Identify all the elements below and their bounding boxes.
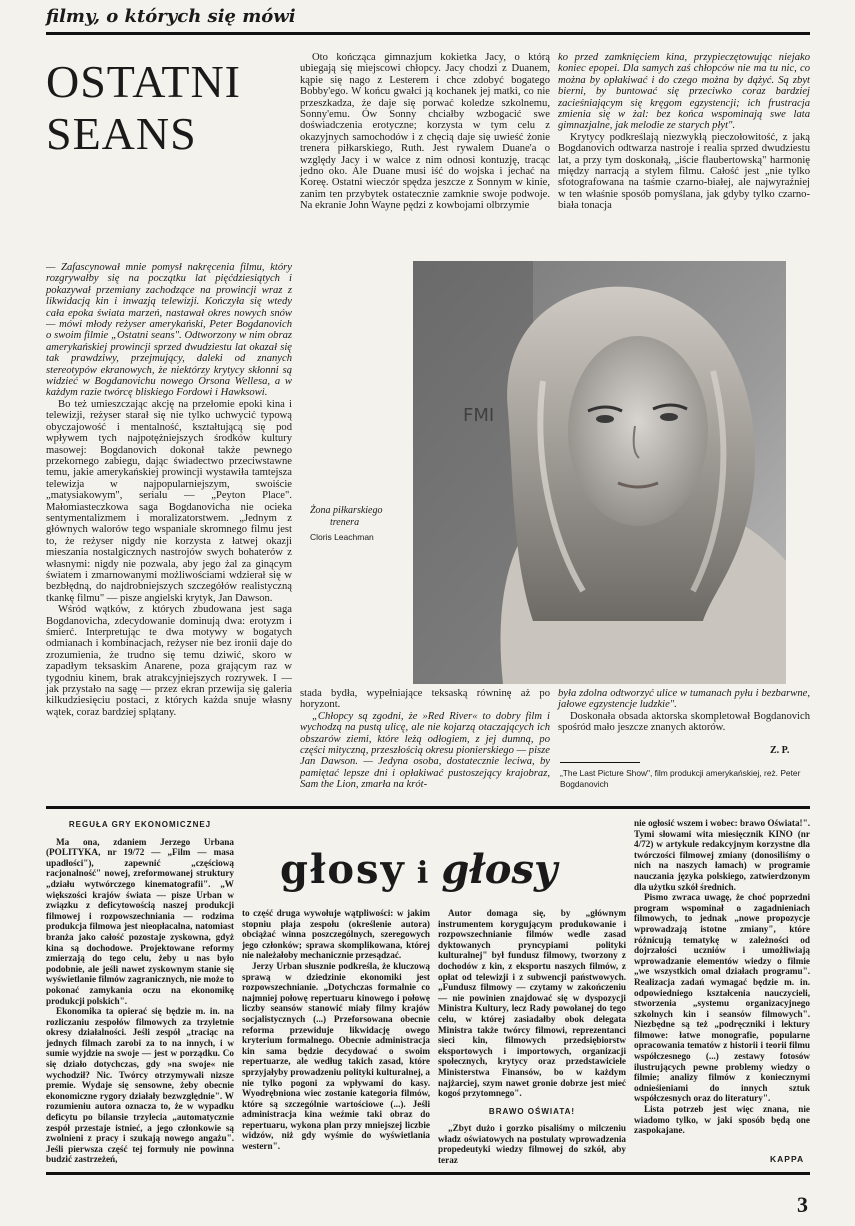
- glosy-col-2: [242, 908, 430, 1170]
- article-footnote: „The Last Picture Show", film produkcji amerykańskiej, reż. Peter Bogdanovich: [560, 768, 801, 789]
- article-para: Bo też umieszczając akcję na przełomie epoki kina i telewizji, reżyser starał się nie tylko uchwycić typową obyczajowość i mentalność, kształtującą się pod wpływem tych najpotężniejszych środków kultury masowej: Bogdanovich dokonał także pewnego przekornego zabiegu, dając świadectwo przeciwstawne temu, jakie amerykańskiej prowincji wystawiła tamtejsza telewizja w najpopularniejszym, swoiście „matysiakowym", serialu — „Peyton Place". Małomiasteczkowa saga Bogdanovicha nie ocieka sentymentalizmem i moralizatorstwem. „Jednym z głównych walorów tego wspaniale skromnego filmu jest to, że reżyser nigdy nie korzysta z łatwej okazji mieszania nostalgicznych nastrojów swych bohaterów z własnymi: nigdy nie pozwala, aby jego żal za ginącym światem i zmarnowanymi możliwościami wdzierał się w bezbłędną, do najdrobniejszych szczegółów realistyczną tkankę filmu" — pisze angielski krytyk, Jan Dawson.: [46, 398, 292, 604]
- glosy-heading: [280, 846, 580, 898]
- glosy-para: Lista potrzeb jest więc znana, nie wiadomo tylko, w jaki sposób będą one zaspokajane.: [634, 1104, 810, 1136]
- glosy-col-4: [634, 818, 810, 1152]
- photo-credit: Cloris Leachman: [310, 532, 374, 542]
- article-col-mid: [300, 52, 550, 258]
- title-line-2: SEANS: [46, 108, 197, 159]
- header-rule: [46, 32, 810, 35]
- glosy-para: Jerzy Urban słusznie podkreśla, że kluczową sprawą w dziedzinie ekonomiki jest rozpowszechnianie. „Dotychczas formalnie co najmniej połowę repertuaru kinowego i połowę liczby seansów stanowić miały filmy krajów socjalistycznych (...) Przeforsowana obecnie reforma przewiduje likwidację owego kryterium formalnego. Obecnie administracja kin sama będzie decydować o swoim repertuarze, ale według takich zasad, które sprzyjałyby prowadzeniu polityki kulturalnej, a nie tylko pogoni za wpływami do kasy. Wyodrębniona wiec zostanie kategoria filmów, które są szczególnie wartościowe (...). Jeśli administracja kina weźmie taki obraz do repertuaru, wykona plan przy mniejszej liczbie widzów, niż gdy wyśmie do wyświetlania western".: [242, 960, 430, 1152]
- glosy-col-1: [46, 818, 234, 1170]
- glosy-col-3: [438, 908, 626, 1170]
- article-para: Krytycy podkreślają niezwykłą pieczołowitość, z jaką Bogdanovich odtwarza nastroje i realia sprzed dwudziestu lat, a przy tym doskonałą, „iście flaubertowską" harmonię między narracją a stylem filmu. Całość jest „nie tylko sfotografowana na taśmie czarno-białej, ale najwyraźniej w ten właśnie sposób pomyślana, jak gdyby tylko czarno-biała tonacja: [558, 131, 810, 212]
- glosy-word-3: głosy: [441, 846, 558, 893]
- glosy-para: Pismo zwraca uwagę, że choć poprzedni program wspominał o zagadnieniach filmowych, to jednak „nowe propozycje wprowadzają istotne zmiany", które różnicują tematykę w zależności od dojrzałości uczniów i umożliwiają wprowadzanie elementów wiedzy o filmie „we wszystkich omal działach programu". Realizacja zadań wymagać będzie m. in. odpowiedniego kształcenia nauczycieli, stworzenia „systemu organizacyjnego szkolnych kin i seansów filmowych". Niezbędne są też „podręczniki i lektury filmowe: łatwe monografie, popularne opracowania tematów z historii i teorii filmu współczesnego (...) zestawy fotosów ilustrujących pewne problemy wiedzy o filmie; analizy filmów z koniecznymi odnieśieniami do innych sztuk współczesnych oraz do literatury".: [634, 892, 810, 1104]
- photo-portrait: [413, 261, 786, 684]
- glosy-para: Ma ona, zdaniem Jerzego Urbana (POLITYKA, nr 19/72 — „Film — masa upadłości"), zapewnić „częściową racjonalność" nowej, zreformowanej struktury „działu wytwórczego kinematografii". „W większości krajów świata — pisze Urban w związku z deficytowością naszej produkcji filmowej i rozpowszechniania — rodzima produkcja filmowa jest nieopłacalna, natomiast branża jako całość pozostaje zyskowna, gdyż kina są dochodowe. Projektowane reformy zmierzają do tego celu, żeby u nas było podobnie, ale jeśli nawet zyskownym stanie się wyświetlanie filmów zagranicznych, nie może to pokonać zamykania oczu na ekonomikę produkcji polskich".: [46, 836, 234, 1006]
- photo-caption: [310, 505, 410, 543]
- glosy-para: „Zbyt dużo i gorzko pisaliśmy o milczeniu władz oświatowych na postulaty wprowadzenia propedeutyki wiedzy filmowej do szkół, aby teraz: [438, 1123, 626, 1166]
- glosy-signature: KAPPA: [770, 1154, 805, 1164]
- article-col-right: [558, 52, 810, 258]
- glosy-para: nie ogłosić wszem i wobec: brawo Oświata!". Tymi słowami wita miesięcznik KINO (nr 4/72) w artykule redakcyjnym korzystne dla twórczości filmowej zmiany (donosiliśmy o nich na naszych łamach) w programie nauczania języka polskiego, zatwierdzonym dla użytku szkół średnich.: [634, 818, 810, 892]
- glosy-para: to część druga wywołuje wątpliwości: w jakim stopniu płaja zespołu (określenie autora) obciążać winna poszczególnych, szeregowych jego członków; sprawa skomplikowana, której nie należałoby mechanicznie przesądzać.: [242, 908, 430, 961]
- glosy-word-2: i: [416, 856, 431, 891]
- article-signature: Z. P.: [770, 745, 790, 756]
- glosy-col3-heading: BRAWO OŚWIATA!: [488, 1106, 576, 1116]
- article-para: stada bydła, wypełniające teksaską równinę aż po horyzont.: [300, 688, 550, 711]
- section-divider: [46, 806, 810, 809]
- glosy-col1-heading: REGUŁA GRY EKONOMICZNEJ: [68, 820, 212, 829]
- photo-cloris-leachman: [413, 261, 786, 684]
- glosy-para: Autor domaga się, by „głównym instrumentem korygującym produkowanie i rozpowszechnianie filmów wedle zasad dyktowanych pryncypiami polityki kulturalnej" był fundusz filmowy, tworzony z dochodów z kin, z eksportu naszych filmów, z opłat od telewizji i z subwencji państwowych. „Fundusz filmowy — czytamy w zakończeniu — nie powinien znajdować się w dyspozycji Ministra Kultury, lecz Rady powołanej do tego celu, w której zasiadałby obok delegata Ministra także twórcy filmowi, reprezentanci sieci kin, filmowych przedsiębiorstw eksportowych i importowych, organizacji społecznych, krytycy oraz przedstawiciele Ministerstwa Finansów, bo w każdym najżarciej, szym nawet gronie dobrze jest mieć kogoś przytomnego".: [438, 908, 626, 1099]
- article-para: Oto kończąca gimnazjum kokietka Jacy, o którą ubiegają się miejscowi chłopcy. Jacy chodzi z Duanem, kąpie się nago z Lesterem i chce zdobyć bogatego Bobby'ego. W końcu gwałci ją kochanek jej matki, co nie przeszkadza, że daje się porwać koledze szkolnemu, Sonny'emu. Ów Sonny chciałby wzbogacić swe doświadczenia erotyczne; korzysta w tym celu z okazyjnych samochodów i z chęcią daje się uwieść żonie trenera piłkarskiego, Ruth. Jest rywalem Duane'a o względy Jacy i w walce z nim odnosi kontuzję, tracąc jedno oko. Ale Duane musi iść do wojska i jechać na Koreę. Ostatni wieczór spędza jeszcze z Sonnym w kinie, zanim ten przybytek ostatecznie zamknie swoje podwoje. Na ekranie John Wayne pędzi z kowbojami olbrzymie: [300, 52, 550, 212]
- article-col-left: [46, 262, 292, 792]
- svg-text:FMI: FMI: [463, 405, 495, 426]
- page-number: 3: [797, 1192, 808, 1217]
- bottom-rule: [46, 1172, 810, 1175]
- article-para: — Zafascynował mnie pomysł nakręcenia filmu, który rozgrywałby się na początku lat pięćdziesiątych i pokazywał przemiany zachodzące na prowincji wraz z likwidacją kin i inwazją telewizji. Kończyła się wtedy cała epoka świata marzeń, nastawał okres nowych snów — mówi młody reżyser amerykański, Peter Bogdanovich o swoim filmie „Ostatni seans". Odtworzony w nim obraz amerykańskiej prowincji sprzed dwudziestu lat okazał się tak prawdziwy, przejmujący, daleki od znanych stereotypów ekranowych, że niektórzy krytycy skłonni są widzieć w Bogdanovichu nowego Orsona Wellesa, a w każdym razie twórcę bliskiego Fordowi i Hawksowi.: [46, 262, 292, 399]
- article-title: [46, 56, 291, 160]
- article-col-right-bottom: [558, 688, 810, 736]
- section-header: filmy, o których się mówi: [46, 6, 296, 27]
- article-col-mid-bottom: [300, 688, 550, 791]
- caption-line-2: trenera: [330, 517, 360, 528]
- glosy-word-1: głosy: [280, 846, 406, 893]
- article-para: „Chłopcy są zgodni, że »Red River« to dobry film i wychodzą na pustą ulicę, ale nie kojarzą otaczających ich obszarów ziemi, które leżą odłogiem, z jej dumną, po części mityczną, przeszłością okresu pionierskiego — pisze Jan Dawson. — Jedyna osoba, dostatecznie leciwa, by pamiętać lepsze dni i opłakiwać pustoszejący krajobraz, Sam the Lion, zmarła na krót-: [300, 710, 550, 791]
- article-para: Doskonała obsada aktorska skompletował Bogdanovich spośród mało jeszcze znanych aktorów.: [558, 710, 810, 734]
- article-para: ko przed zamknięciem kina, przypieczętowując niejako koniec epopei. Dla samych zaś chłopców nie ma tu nic, co można by opłakiwać i do czego można by dążyć. Są zbyt bierni, by buntować się przeciwko coraz bardziej zacieśniającym się kręgom egzystencji; ich frustracja zmienia się w żal: bez końca wspominają swe lata gimnazjalne, jak melodie ze starych płyt".: [558, 52, 810, 132]
- article-para: była zdolna odtworzyć ulice w tumanach pyłu i bezbarwne, jałowe egzystencje ludzkie".: [558, 688, 810, 711]
- title-line-1: OSTATNI: [46, 56, 241, 107]
- glosy-para: Ekonomika ta opierać się będzie m. in. na rozliczaniu zespołów filmowych za trzyletnie okresy działalności. Jeśli zespół „traciąc na jednych filmach zarobi za to na innych, i w sumie wyjdzie na swoje — jest w porządku. Co się działo dotychczas, gdy »na swoje« nie wychodził? Nic. Twórcy otrzymywali nizsze premie. Wydaje się sensowne, żeby obecnie ekonomiczne rygory działały bezwzględnie". W rozumieniu autora oznacza to, że w wypadku deficytu po bilansie trzylecia „automatycznie zespół przestaje istnieć, a jego członkowie są zwolnieni z pracy i szukają nowego angażu". Jeśli pierwsza część tej formuły nie powinna budzić zastrzeżeń,: [46, 1006, 234, 1165]
- caption-line-1: Żona piłkarskiego: [310, 505, 383, 516]
- article-para: Wśród wątków, z których zbudowana jest saga Bogdanovicha, zdecydowanie dominują dwa: erotyzm i śmierć. Interpretując te dwa motywy w bogatych odmianach i kombinacjach, reżyser nie bez ironii daje do zrozumienia, że trudno się temu dziwić, skoro w zapadłym teksaskim Anarene, poza grającym raz w tygodniu kinem, brak atrakcyjniejszych rozrywek. I — jak przystało na sagę — przez ekran przewija się galeria kilkudziesięciu postaci, z których każda snuje własny wątek, coraz bardziej splątany.: [46, 604, 292, 718]
- footnote-rule: [560, 762, 640, 763]
